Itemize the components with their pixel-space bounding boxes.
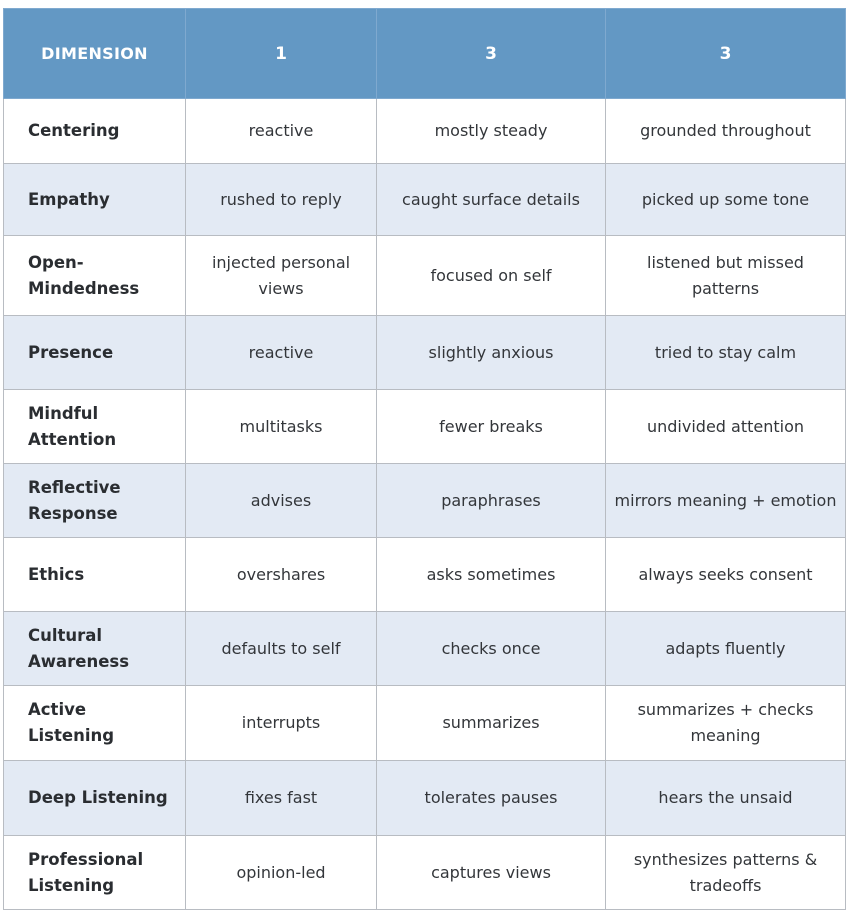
dimension-name: Empathy: [4, 164, 186, 236]
table-cell: summarizes + checks meaning: [606, 686, 846, 761]
table-cell: captures views: [377, 836, 606, 910]
header-row: [4, 9, 846, 99]
table-cell: adapts fluently: [606, 612, 846, 686]
table-cell: listened but missed patterns: [606, 236, 846, 316]
table-cell: mirrors meaning + emotion: [606, 464, 846, 538]
table-cell: opinion-led: [186, 836, 377, 910]
table-cell: summarizes: [377, 686, 606, 761]
table-cell: asks sometimes: [377, 538, 606, 612]
dimension-name: Reflective Response: [4, 464, 186, 538]
table-cell: always seeks consent: [606, 538, 846, 612]
table-cell: reactive: [186, 99, 377, 164]
table-cell: rushed to reply: [186, 164, 377, 236]
table-row: [4, 464, 846, 538]
table-cell: fewer breaks: [377, 390, 606, 464]
table-cell: grounded throughout: [606, 99, 846, 164]
dimension-name: Mindful Attention: [4, 390, 186, 464]
table-cell: multitasks: [186, 390, 377, 464]
table-cell: picked up some tone: [606, 164, 846, 236]
table-cell: mostly steady: [377, 99, 606, 164]
table-cell: reactive: [186, 316, 377, 390]
table-cell: tolerates pauses: [377, 761, 606, 836]
table-cell: injected personal views: [186, 236, 377, 316]
table-row: [4, 164, 846, 236]
table-cell: advises: [186, 464, 377, 538]
dimension-name: Deep Listening: [4, 761, 186, 836]
dimension-name: Cultural Awareness: [4, 612, 186, 686]
dimension-name: Open-Mindedness: [4, 236, 186, 316]
table-row: [4, 236, 846, 316]
rubric-table: [3, 8, 846, 910]
dimension-name: Ethics: [4, 538, 186, 612]
table-body: [4, 99, 846, 910]
table-cell: slightly anxious: [377, 316, 606, 390]
table-cell: interrupts: [186, 686, 377, 761]
table-cell: caught surface details: [377, 164, 606, 236]
header-dimension: DIMENSION: [4, 9, 186, 99]
dimension-name: Presence: [4, 316, 186, 390]
table-row: [4, 686, 846, 761]
table-cell: hears the unsaid: [606, 761, 846, 836]
table-cell: focused on self: [377, 236, 606, 316]
table-cell: checks once: [377, 612, 606, 686]
table-row: [4, 836, 846, 910]
dimension-name: Active Listening: [4, 686, 186, 761]
table-cell: fixes fast: [186, 761, 377, 836]
table-row: [4, 612, 846, 686]
dimension-name: Centering: [4, 99, 186, 164]
table-cell: paraphrases: [377, 464, 606, 538]
table-cell: overshares: [186, 538, 377, 612]
table-row: [4, 761, 846, 836]
dimension-name: Professional Listening: [4, 836, 186, 910]
table-row: [4, 390, 846, 464]
header-level-2: 3: [377, 9, 606, 99]
table-row: [4, 316, 846, 390]
table-cell: defaults to self: [186, 612, 377, 686]
table-header: [4, 9, 846, 99]
table-cell: tried to stay calm: [606, 316, 846, 390]
header-level-1: 1: [186, 9, 377, 99]
table-row: [4, 538, 846, 612]
table-cell: undivided attention: [606, 390, 846, 464]
header-level-3: 3: [606, 9, 846, 99]
table-cell: synthesizes patterns & tradeoffs: [606, 836, 846, 910]
table-row: [4, 99, 846, 164]
